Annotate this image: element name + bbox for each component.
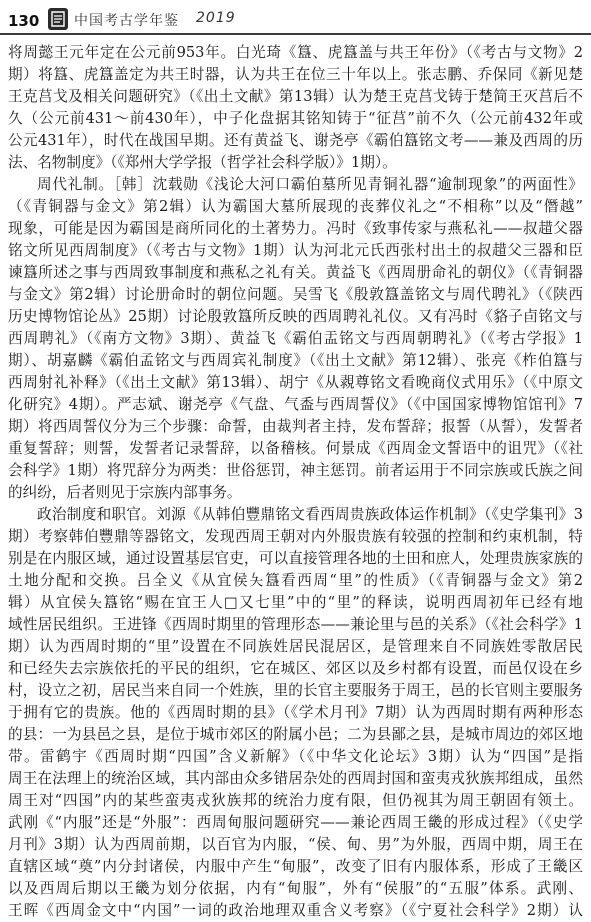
text-line: 历史博物馆论丛》25期）讨论殷敦簋所反映的西周聘礼礼仪。又有冯时《貉子卣铭文与 — [8, 308, 583, 325]
text-line: 会科学》1期）将咒辞分为两类：世俗惩罚，神主惩罚。前者运用于不同宗族或氏族之间 — [8, 462, 583, 479]
article-body — [8, 42, 583, 922]
text-line: （《青铜器与金文》第2辑）认为霸国大墓所展现的丧葬仪礼之“不相称”以及“僭越” — [8, 198, 583, 215]
text-line: 的县：一为县邑之县，是位于城市郊区的附属小邑；二为县鄙之县，是城市周边的郊区地 — [8, 726, 583, 743]
journal-year: 2019 — [196, 10, 236, 26]
journal-title: 中国考古学年鉴 — [74, 13, 179, 29]
text-line: 谏簋所述之事与西周致事制度和燕私之礼有关。黄益飞《西周册命礼的朝仪》（《青铜器 — [8, 264, 583, 281]
text-line: 的纠纷，后者则见于宗族内部事务。 — [8, 484, 242, 501]
text-line: 辑）从宜侯夨簋铭“赐在宜王人□又七里”中的“里”的释读，说明西周初年已经有地 — [8, 594, 583, 611]
text-line: 化研究》4期）。严志斌、谢尧亭《气盘、气盉与西周誓仪》（《中国国家博物馆馆刊》7 — [8, 396, 583, 413]
text-line: 久（公元前431～前430年），中子化盘据其铭知铸于“征莒”前不久（公元前432年或 — [8, 110, 583, 127]
text-line: 重复誓辞；则誓，发誓者记录誓辞，以备稽核。何景成《西周金文誓语中的诅咒》（《社 — [8, 440, 583, 457]
text-line: 于拥有它的贵族。他的《西周时期的县》（《学术月刊》7期）认为西周时期有两种形态 — [8, 704, 583, 721]
text-line: 周王在法理上的统治区域，其内部由众多错居杂处的西周封国和蛮夷戎狄族邦组成，虽然 — [8, 770, 583, 787]
text-line: 期）考察韩伯豐鼎等器铭文，发现西周王朝对内外服贵族有较强的控制和约束机制，特 — [8, 528, 583, 545]
page-header — [0, 0, 591, 36]
text-line: 西周射礼补释》（《出土文献》第13辑）、胡宁《从䚄尊铭文看晚商仪式用乐》（《中原文 — [8, 374, 583, 391]
text-line: 武刚《“内服”还是“外服”：西周甸服问题研究——兼论西周王畿的形成过程》（《史学 — [8, 814, 583, 831]
text-line: 铭文所见西周制度》（《考古与文物》1期）认为河北元氏西张村出土的叔趞父三器和臣 — [8, 242, 583, 259]
page-number: 130 — [8, 12, 40, 30]
text-line: 政治制度和职官。刘源《从韩伯豐鼎铭文看西周贵族政体运作机制》（《史学集刊》3 — [37, 506, 583, 523]
header-divider — [0, 33, 591, 35]
text-line: 法、名物制度》（《郑州大学学报（哲学社会科学版）》1期）。 — [8, 154, 397, 171]
text-line: 以及西周后期以王畿为划分依据，内有“甸服”，外有“侯服”的“五服”体系。武刚、 — [8, 880, 583, 897]
text-line: 月刊》3期）认为西周前期，以百官为内服，“侯、甸、男”为外服，西周中期，周王在 — [8, 836, 583, 853]
text-line: 村，设立之初，居民当来自同一个姓族，里的长官主要服务于周王，邑的长官则主要服务 — [8, 682, 583, 699]
text-line: 期）、胡嘉麟《霸伯孟铭文与西周宾礼制度》（《出土文献》第12辑）、张亮《柞伯簋与 — [8, 352, 583, 369]
text-line: 周代礼制。［韩］沈载勋《浅论大河口霸伯墓所见青铜礼器“逾制现象”的两面性》 — [37, 176, 583, 193]
text-line: 王克莒戈及相关问题研究》（《出土文献》第13辑）认为楚王克莒戈铸于楚简王灭莒后不 — [8, 88, 583, 105]
text-line: 和已经失去宗族依托的平民的组织，它在城区、郊区以及乡村都有设置，而邑仅设在乡 — [8, 660, 583, 677]
text-line: 期）将簋、虎簋盖定为共王时器，认为共王在位三十年以上。张志鹏、乔保同《新见楚 — [8, 66, 583, 83]
text-line: 期）将西周誓仪分为三个步骤：命誓，由裁判者主持，发布誓辞；报誓（从誓），发誓者 — [8, 418, 583, 435]
text-line: 土地分配和交换。吕全义《从宜侯夨簋看西周“里”的性质》（《青铜器与金文》第2 — [8, 572, 583, 589]
text-line: 别是在内服区域，通过设置基层官吏，可以直接管理各地的土田和庶人，处理贵族家族的 — [8, 550, 583, 567]
text-line: 现象，可能是因为霸国是商所同化的土著势力。冯时《致事传家与燕私礼——叔趞父器 — [8, 220, 583, 237]
text-line: 与金文》第2辑）讨论册命时的朝位问题。吴雪飞《殷敦簋盖铭文与周代聘礼》（《陕西 — [8, 286, 583, 303]
text-line: 王晖《西周金文中“内国”一词的政治地理双重含义考察》（《宁夏社会科学》2期）认 — [8, 902, 583, 919]
text-line: 域性居民组织。王进锋《西周时期里的管理形态——兼论里与邑的关系》（《社会科学》1 — [8, 616, 583, 633]
text-line: 将周懿王元年定在公元前953年。白光琦《簋、虎簋盖与共王年份》（《考古与文物》2 — [8, 44, 583, 61]
text-line: 周王对“四国”内的某些蛮夷戎狄族邦的统治力度有限，但仍视其为周王朝固有领土。 — [8, 792, 583, 809]
text-line: 直辖区域“奠”内分封诸侯，内服中产生“甸服”，改变了旧有内服体系，形成了王畿区 — [8, 858, 583, 875]
text-line: 带。雷鹤宇《西周时期“四国”含义新解》（《中华文化论坛》3期）认为“四国”是指 — [8, 748, 583, 765]
text-line: 公元431年），时代在战国早期。还有黄益飞、谢尧亭《霸伯簋铭文考——兼及西周的历 — [8, 132, 583, 149]
text-line: 期）认为西周时期的“里”设置在不同族姓居民混居区，是管理来自不同族姓零散居民 — [8, 638, 583, 655]
text-line: 西周聘礼》（《南方文物》3期）、黄益飞《霸伯盂铭文与西周朝聘礼》（《考古学报》1 — [8, 330, 583, 347]
yearbook-logo-icon — [48, 8, 68, 30]
